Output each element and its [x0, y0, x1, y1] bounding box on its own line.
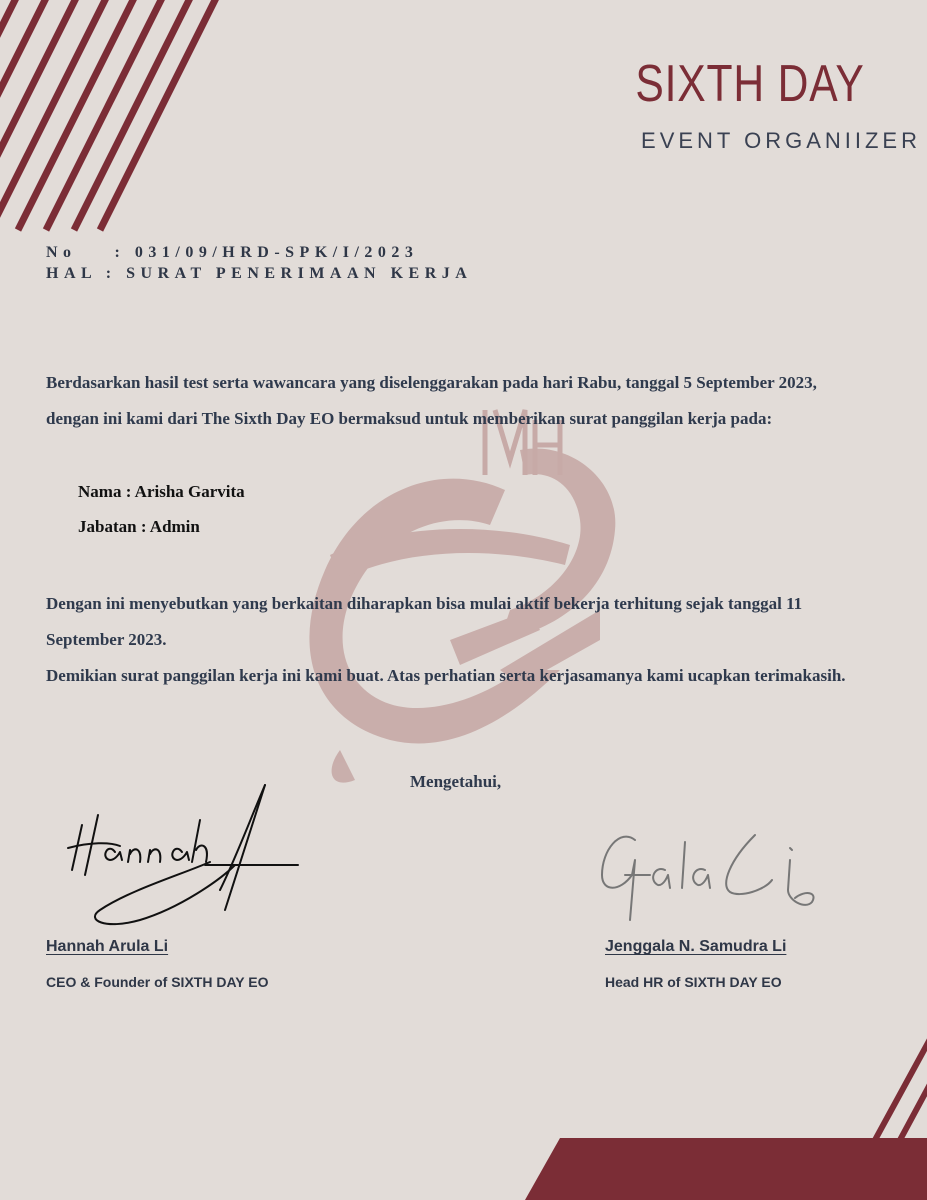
intro-paragraph: Berdasarkan hasil test serta wawancara yang diselenggarakan pada hari Rabu, tanggal 5 September 2023, dengan ini kami dari The Sixth Day EO bermaksud untuk memberikan surat panggilan kerja pada:	[46, 373, 817, 428]
signature-galali	[590, 820, 830, 930]
signer-1-name: Hannah Arula Li	[46, 938, 169, 955]
brand-name: SIXTH DAY	[635, 55, 865, 113]
recipient-position: Jabatan : Admin	[78, 517, 200, 536]
start-date-paragraph: Dengan ini menyebutkan yang berkaitan diharapkan bisa mulai aktif bekerja terhitung sejak tanggal 11 September 2023.	[46, 594, 803, 649]
closing-paragraph: Demikian surat panggilan kerja ini kami buat. Atas perhatian serta kerjasamanya kami ucapkan terimakasih.	[46, 666, 846, 685]
brand-tagline: EVENT ORGANIIZER	[641, 128, 921, 153]
signature-hannah	[60, 780, 310, 930]
signer-2-role: Head HR of SIXTH DAY EO	[605, 974, 782, 990]
acknowledged-label: Mengetahui,	[410, 772, 502, 791]
letter-number: No : 031/09/HRD-SPK/I/2023	[46, 244, 419, 261]
signer-2-name: Jenggala N. Samudra Li	[605, 938, 787, 955]
letter-subject: HAL : SURAT PENERIMAAN KERJA	[46, 265, 473, 282]
recipient-name: Nama : Arisha Garvita	[78, 482, 245, 501]
signer-1-role: CEO & Founder of SIXTH DAY EO	[46, 974, 269, 990]
